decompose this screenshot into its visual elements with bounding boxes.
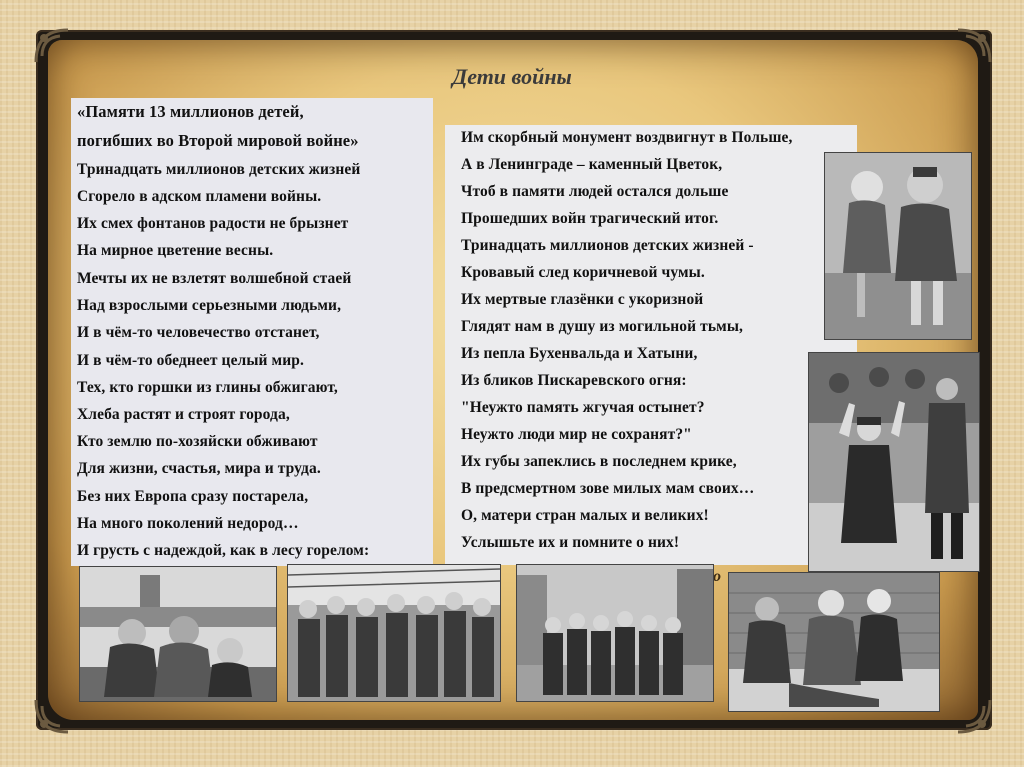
poem-line: Над взрослыми серьезными людьми, [77, 297, 342, 314]
corner-ornament-icon [954, 26, 994, 66]
poem-line: Прошедших войн трагический итог. [461, 210, 719, 227]
poem-line: Сгорело в адском пламени войны. [77, 188, 322, 205]
poem-line: Их смех фонтанов радости не брызнет [77, 215, 349, 232]
poem-line: Глядят нам в душу из могильной тьмы, [461, 318, 744, 335]
corner-ornament-icon [954, 696, 994, 736]
poem-line: Их губы запеклись в последнем крике, [461, 453, 737, 470]
poem-line: И в чём-то обеднеет целый мир. [77, 352, 304, 369]
poem-line: И в чём-то человечество отстанет, [77, 324, 320, 341]
right-poem-panel [445, 125, 857, 565]
poem-line: Их мертвые глазёнки с укоризной [461, 291, 704, 308]
poem-line: Тех, кто горшки из глины обжигают, [77, 379, 338, 396]
poem-line: Тринадцать миллионов детских жизней - [461, 237, 754, 254]
poem-line: Для жизни, счастья, мира и труда. [77, 460, 321, 477]
poem-line: Из пепла Бухенвальда и Хатыни, [461, 345, 698, 362]
poem-line: Услышьте их и помните о них! [461, 534, 680, 551]
poem-line: Кровавый след коричневой чумы. [461, 264, 705, 281]
poem-line: Чтоб в памяти людей остался дольше [461, 183, 729, 200]
corner-ornament-icon [32, 26, 72, 66]
poem-line: А в Ленинграде – каменный Цветок, [461, 156, 723, 173]
poem-line: "Неужто память жгучая остынет? [461, 399, 705, 416]
poem-line: Из бликов Пискаревского огня: [461, 372, 687, 389]
poem-title-line: «Памяти 13 миллионов детей, [77, 102, 304, 121]
corner-ornament-icon [32, 696, 72, 736]
poem-line: Мечты их не взлетят волшебной стаей [77, 270, 352, 287]
partial-text: о [713, 568, 722, 585]
poem-line: И грусть с надеждой, как в лесу горелом: [77, 542, 370, 559]
photo-children-village [79, 566, 277, 702]
poem-line: Кто землю по-хозяйски обживают [77, 433, 318, 450]
photo-camp-children-group [287, 564, 501, 702]
poem-title-line: погибших во Второй мировой войне» [77, 131, 359, 150]
poem-line: Неужто люди мир не сохранят?" [461, 426, 692, 443]
poem-line: Им скорбный монумент воздвигнут в Польше, [461, 129, 793, 146]
left-poem-panel [71, 98, 433, 566]
poem-line: Без них Европа сразу постарела, [77, 488, 309, 505]
poem-line: На мирное цветение весны. [77, 242, 274, 259]
poem-line: О, матери стран малых и великих! [461, 507, 709, 524]
slide-title: Дети войны [452, 64, 572, 89]
photo-soldiers-and-boy [808, 352, 980, 572]
photo-children-barracks [516, 564, 714, 702]
photo-two-children [824, 152, 972, 340]
poem-line: На много поколений недород… [77, 515, 299, 532]
photo-children-wall [728, 572, 940, 712]
poem-line: Тринадцать миллионов детских жизней [77, 161, 361, 178]
poem-line: Хлеба растят и строят города, [77, 406, 290, 423]
poem-line: В предсмертном зове милых мам своих… [461, 480, 755, 497]
